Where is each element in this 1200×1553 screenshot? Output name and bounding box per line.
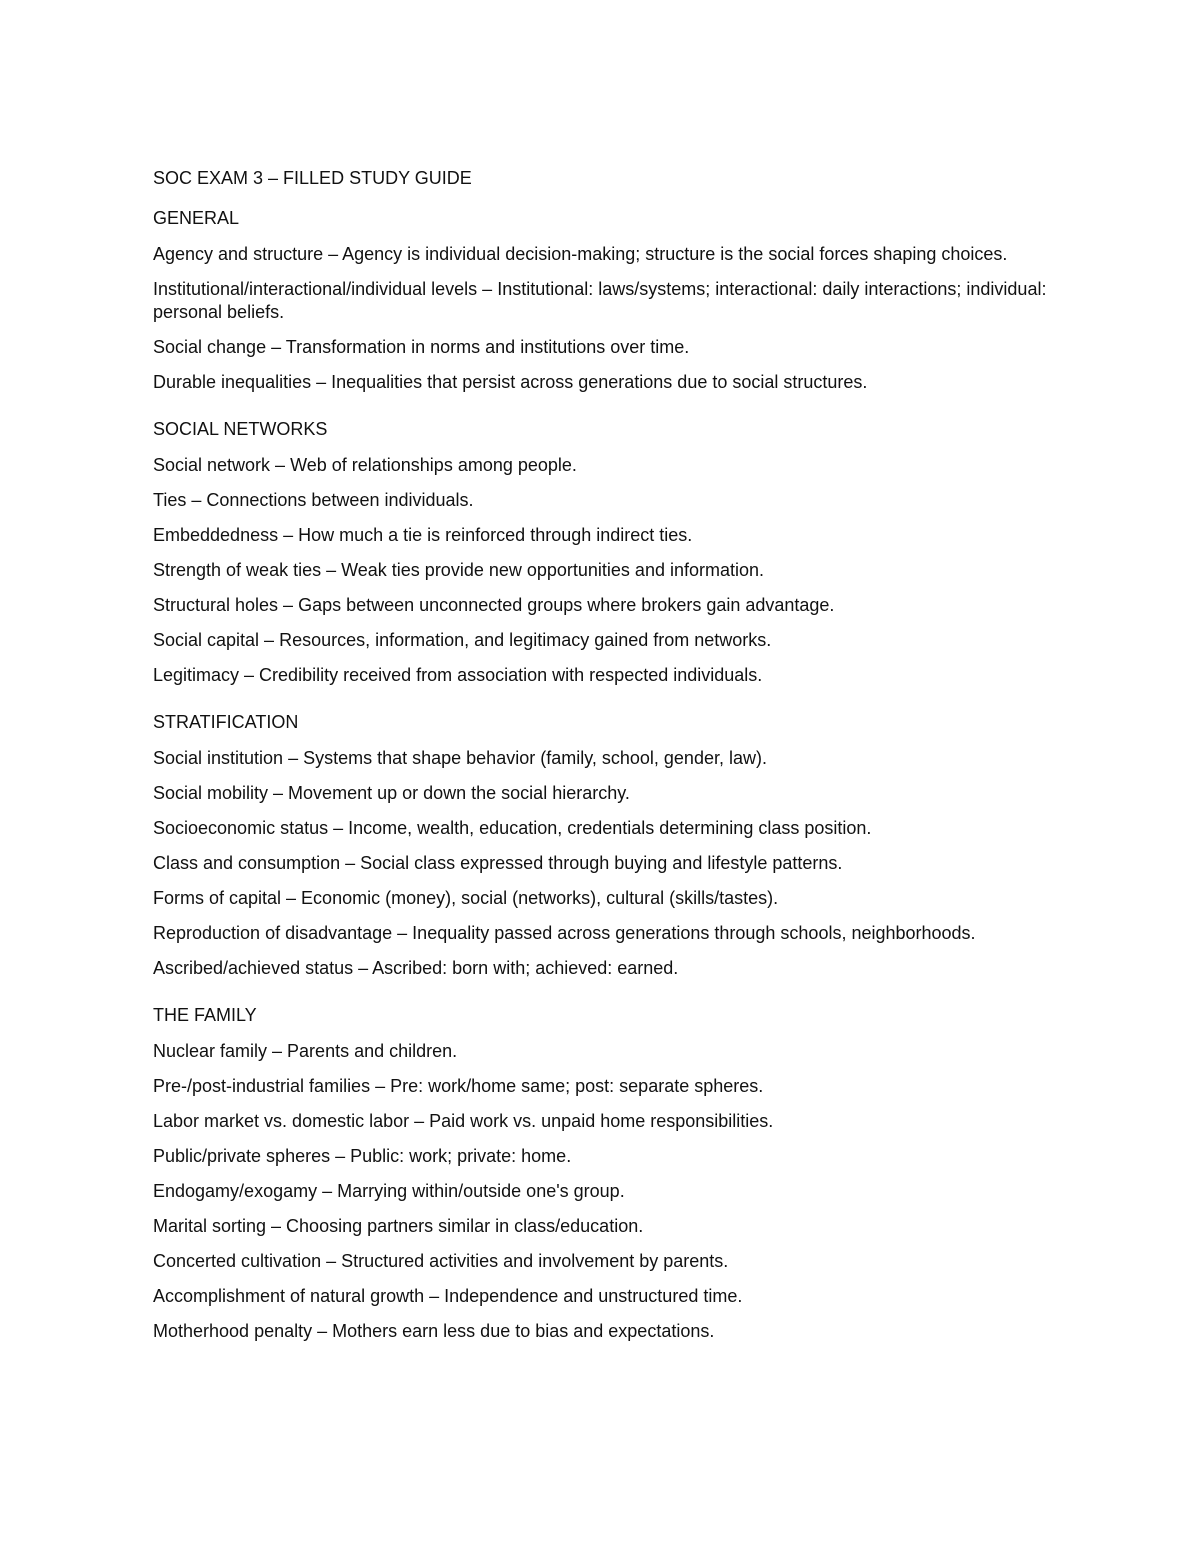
term-entry: Legitimacy – Credibility received from association with respected individuals. [153,665,763,685]
term-entry: Social capital – Resources, information, and legitimacy gained from networks. [153,630,772,650]
term-entry: Institutional/interactional/individual levels – Institutional: laws/systems; interactional: daily interactions; individual: personal beliefs. [153,279,1047,322]
term-entry: Socioeconomic status – Income, wealth, education, credentials determining class position. [153,818,872,838]
term-entry: Structural holes – Gaps between unconnected groups where brokers gain advantage. [153,595,835,615]
term-entry: Reproduction of disadvantage – Inequality passed across generations through schools, neighborhoods. [153,923,976,943]
section-heading: THE FAMILY [153,1005,257,1025]
section-the-family [153,1003,1053,1343]
section-social-networks [153,417,1053,687]
term-entry: Social change – Transformation in norms and institutions over time. [153,337,690,357]
term-entry: Social mobility – Movement up or down the social hierarchy. [153,783,630,803]
term-entry: Social network – Web of relationships among people. [153,455,577,475]
page-title: SOC EXAM 3 – FILLED STUDY GUIDE [153,168,472,188]
term-entry: Class and consumption – Social class expressed through buying and lifestyle patterns. [153,853,843,873]
term-entry: Agency and structure – Agency is individual decision-making; structure is the social forces shaping choices. [153,244,1008,264]
term-entry: Social institution – Systems that shape behavior (family, school, gender, law). [153,748,767,768]
section-general [153,206,1053,394]
term-entry: Forms of capital – Economic (money), social (networks), cultural (skills/tastes). [153,888,779,908]
term-entry: Motherhood penalty – Mothers earn less due to bias and expectations. [153,1321,715,1341]
term-entry: Public/private spheres – Public: work; private: home. [153,1146,572,1166]
term-entry: Pre-/post-industrial families – Pre: work/home same; post: separate spheres. [153,1076,764,1096]
term-entry: Accomplishment of natural growth – Independence and unstructured time. [153,1286,743,1306]
term-entry: Embeddedness – How much a tie is reinforced through indirect ties. [153,525,693,545]
section-heading: SOCIAL NETWORKS [153,419,328,439]
term-entry: Labor market vs. domestic labor – Paid work vs. unpaid home responsibilities. [153,1111,774,1131]
term-entry: Nuclear family – Parents and children. [153,1041,458,1061]
term-entry: Ascribed/achieved status – Ascribed: born with; achieved: earned. [153,958,679,978]
term-entry: Ties – Connections between individuals. [153,490,474,510]
term-entry: Durable inequalities – Inequalities that persist across generations due to social structures. [153,372,868,392]
term-entry: Concerted cultivation – Structured activities and involvement by parents. [153,1251,729,1271]
section-heading: GENERAL [153,208,240,228]
term-entry: Strength of weak ties – Weak ties provide new opportunities and information. [153,560,765,580]
term-entry: Marital sorting – Choosing partners similar in class/education. [153,1216,644,1236]
term-entry: Endogamy/exogamy – Marrying within/outside one's group. [153,1181,625,1201]
section-heading: STRATIFICATION [153,712,299,732]
document-body [153,166,1053,1355]
section-stratification [153,710,1053,980]
